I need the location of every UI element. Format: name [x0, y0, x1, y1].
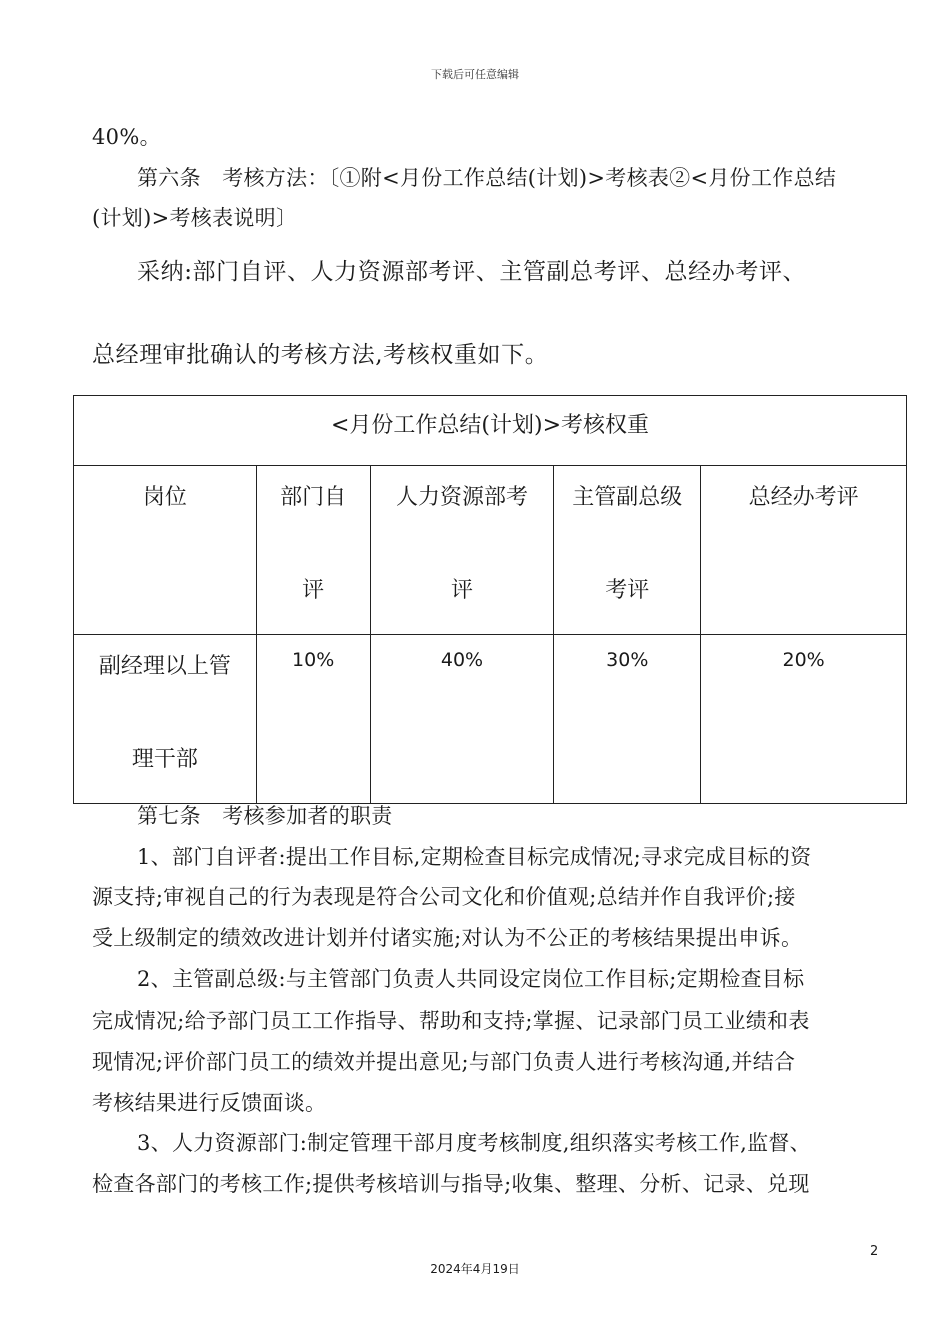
weights-table	[73, 395, 907, 804]
table-title: <月份工作总结(计划)>考核权重	[74, 396, 907, 466]
method-line: 总经理审批确认的考核方法,考核权重如下。	[92, 342, 549, 368]
row-position: 副经理以上管 理干部	[74, 635, 257, 804]
row-value-hr: 40%	[370, 635, 554, 804]
row-value-gm-office: 20%	[701, 635, 907, 804]
paragraph-line: 源支持;审视自己的行为表现是符合公司文化和价值观;总结并作自我评价;接	[92, 885, 796, 909]
paragraph-line: 受上级制定的绩效改进计划并付诸实施;对认为不公正的考核结果提出申诉。	[92, 926, 803, 950]
table-header-row	[74, 466, 907, 635]
page-number: 2	[870, 1244, 879, 1259]
header-cell-position: 岗位	[74, 466, 257, 635]
header-cell-hr: 人力资源部考 评	[370, 466, 554, 635]
paragraph-line: 3、人力资源部门:制定管理干部月度考核制度,组织落实考核工作,监督、	[137, 1131, 811, 1155]
paragraph-line: 完成情况;给予部门员工工作指导、帮助和支持;掌握、记录部门员工业绩和表	[92, 1009, 810, 1033]
paragraph-line: 现情况;评价部门员工的绩效并提出意见;与部门负责人进行考核沟通,并结合	[92, 1050, 796, 1074]
table-row	[74, 635, 907, 804]
page-header: 下载后可任意编辑	[431, 68, 519, 81]
row-value-vp: 30%	[554, 635, 701, 804]
header-cell-gm-office: 总经办考评	[701, 466, 907, 635]
paragraph-line: 2、主管副总级:与主管部门负责人共同设定岗位工作目标;定期检查目标	[137, 967, 805, 991]
method-line: 采纳:部门自评、人力资源部考评、主管副总考评、总经办考评、	[137, 259, 807, 285]
footer-date: 2024年4月19日	[430, 1262, 520, 1276]
row-value-dept-self: 10%	[256, 635, 370, 804]
paragraph-line: 检查各部门的考核工作;提供考核培训与指导;收集、整理、分析、记录、兑现	[92, 1172, 810, 1196]
paragraph-line: 考核结果进行反馈面谈。	[92, 1091, 327, 1115]
header-cell-dept-self: 部门自 评	[256, 466, 370, 635]
paragraph-line: 1、部门自评者:提出工作目标,定期检查目标完成情况;寻求完成目标的资	[137, 845, 812, 869]
paragraph-line: (计划)>考核表说明〕	[92, 206, 298, 230]
paragraph-line: 40%。	[92, 125, 161, 149]
header-cell-vp: 主管副总级 考评	[554, 466, 701, 635]
article-six-line: 第六条 考核方法：〔①附<月份工作总结(计划)>考核表②<月份工作总结	[137, 166, 837, 190]
table-title-row	[74, 396, 907, 466]
article-seven-heading: 第七条 考核参加者的职责	[137, 804, 393, 828]
